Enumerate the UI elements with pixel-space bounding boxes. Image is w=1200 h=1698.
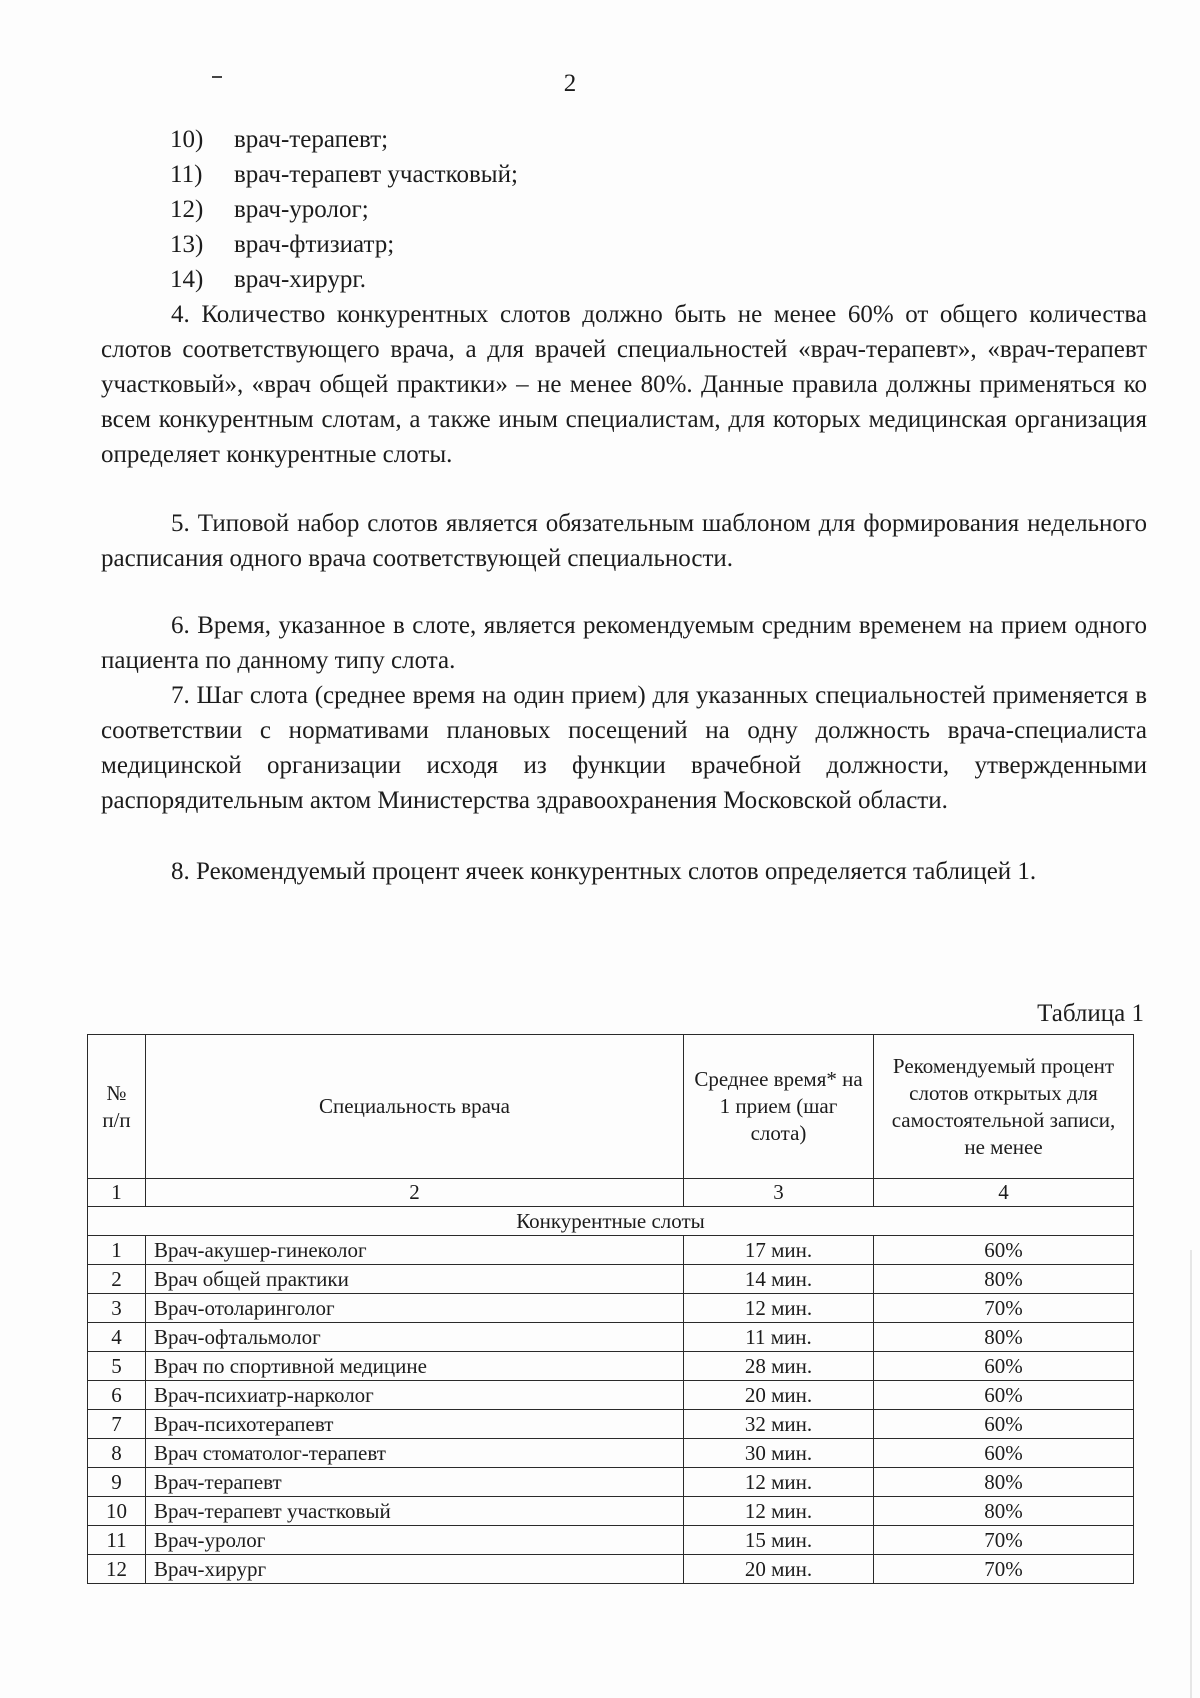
paragraph-number: 4. xyxy=(171,301,190,328)
row-specialty: Врач общей практики xyxy=(146,1265,684,1294)
list-item-text: врач-фтизиатр; xyxy=(234,231,395,258)
row-time: 32 мин. xyxy=(684,1410,874,1439)
row-specialty: Врач-терапевт xyxy=(146,1468,684,1497)
list-item xyxy=(0,192,1200,227)
table-row xyxy=(88,1381,1134,1410)
scan-edge-shadow xyxy=(1190,1250,1192,1698)
row-percent: 80% xyxy=(874,1497,1134,1526)
list-item xyxy=(0,262,1200,297)
row-number: 2 xyxy=(88,1265,146,1294)
row-number: 12 xyxy=(88,1555,146,1584)
table-row xyxy=(88,1555,1134,1584)
column-numbers-row xyxy=(88,1179,1134,1207)
row-time: 17 мин. xyxy=(684,1236,874,1265)
row-time: 12 мин. xyxy=(684,1468,874,1497)
table-row xyxy=(88,1468,1134,1497)
row-specialty: Врач-психотерапевт xyxy=(146,1410,684,1439)
section-row xyxy=(88,1207,1134,1236)
row-percent: 80% xyxy=(874,1323,1134,1352)
row-percent: 60% xyxy=(874,1410,1134,1439)
row-percent: 60% xyxy=(874,1236,1134,1265)
paragraph-number: 5. xyxy=(171,510,190,537)
paragraph-number: 8. xyxy=(171,858,190,885)
header-percent: Рекомендуемый процент слотов открытых для самостоятельной записи, не менее xyxy=(874,1035,1134,1179)
table-row xyxy=(88,1265,1134,1294)
slots-table xyxy=(87,1034,1134,1584)
paragraph-text: Типовой набор слотов является обязательным шаблоном для формирования недельного расписания одного врача соответствующей специальности. xyxy=(101,510,1147,572)
list-item-number: 12) xyxy=(170,196,204,223)
list-item-number: 14) xyxy=(170,266,204,293)
row-percent: 80% xyxy=(874,1265,1134,1294)
row-specialty: Врач-акушер-гинеколог xyxy=(146,1236,684,1265)
table-row xyxy=(88,1352,1134,1381)
table-row xyxy=(88,1236,1134,1265)
table-header-row xyxy=(88,1035,1134,1179)
list-item-text: врач-терапевт; xyxy=(234,126,389,153)
row-time: 12 мин. xyxy=(684,1294,874,1323)
paragraph-text: Время, указанное в слоте, является рекомендуемым средним временем на прием одного пациента по данному типу слота. xyxy=(101,612,1148,674)
row-specialty: Врач-отоларинголог xyxy=(146,1294,684,1323)
table-row xyxy=(88,1439,1134,1468)
row-time: 12 мин. xyxy=(684,1497,874,1526)
row-number: 4 xyxy=(88,1323,146,1352)
list-item-text: врач-терапевт участковый; xyxy=(234,161,518,188)
specialty-list xyxy=(0,122,1200,297)
paragraph-5 xyxy=(101,506,1147,576)
list-item-number: 11) xyxy=(170,161,203,188)
column-number: 4 xyxy=(874,1179,1134,1207)
row-specialty: Врач стоматолог-терапевт xyxy=(146,1439,684,1468)
row-percent: 60% xyxy=(874,1381,1134,1410)
list-item-text: врач-хирург. xyxy=(234,266,367,293)
paragraph-number: 6. xyxy=(171,612,190,639)
row-specialty: Врач-хирург xyxy=(146,1555,684,1584)
table-row xyxy=(88,1497,1134,1526)
paragraph-4 xyxy=(101,297,1147,472)
paragraph-8 xyxy=(101,854,1147,889)
row-percent: 60% xyxy=(874,1352,1134,1381)
paragraph-number: 7. xyxy=(171,682,190,709)
row-number: 6 xyxy=(88,1381,146,1410)
row-time: 28 мин. xyxy=(684,1352,874,1381)
paragraph-7 xyxy=(101,678,1147,818)
row-number: 5 xyxy=(88,1352,146,1381)
row-number: 10 xyxy=(88,1497,146,1526)
row-percent: 60% xyxy=(874,1439,1134,1468)
row-number: 1 xyxy=(88,1236,146,1265)
table-row xyxy=(88,1526,1134,1555)
header-specialty: Специальность врача xyxy=(146,1035,684,1179)
list-item-number: 13) xyxy=(170,231,204,258)
row-time: 11 мин. xyxy=(684,1323,874,1352)
list-item xyxy=(0,157,1200,192)
row-time: 30 мин. xyxy=(684,1439,874,1468)
list-item-text: врач-уролог; xyxy=(234,196,369,223)
table-row xyxy=(88,1294,1134,1323)
header-number: № п/п xyxy=(88,1035,146,1179)
row-time: 20 мин. xyxy=(684,1381,874,1410)
section-title: Конкурентные слоты xyxy=(88,1207,1134,1236)
row-specialty: Врач по спортивной медицине xyxy=(146,1352,684,1381)
column-number: 2 xyxy=(146,1179,684,1207)
row-time: 14 мин. xyxy=(684,1265,874,1294)
row-specialty: Врач-уролог xyxy=(146,1526,684,1555)
row-specialty: Врач-психиатр-нарколог xyxy=(146,1381,684,1410)
row-time: 20 мин. xyxy=(684,1555,874,1584)
row-number: 8 xyxy=(88,1439,146,1468)
row-specialty: Врач-терапевт участковый xyxy=(146,1497,684,1526)
row-specialty: Врач-офтальмолог xyxy=(146,1323,684,1352)
row-percent: 70% xyxy=(874,1555,1134,1584)
paragraph-6 xyxy=(101,608,1147,678)
row-percent: 70% xyxy=(874,1526,1134,1555)
row-percent: 80% xyxy=(874,1468,1134,1497)
table-row xyxy=(88,1323,1134,1352)
list-item-number: 10) xyxy=(170,126,204,153)
table-row xyxy=(88,1410,1134,1439)
list-item xyxy=(0,122,1200,157)
paragraph-text: Шаг слота (среднее время на один прием) для указанных специальностей применяется в соответствии с нормативами плановых посещений на одну должность врача-специалиста медицинской организации исходя из функции врачебной должности, утвержденными распорядительным актом Министерства здравоохранения Московской области. xyxy=(101,682,1148,814)
row-number: 11 xyxy=(88,1526,146,1555)
row-percent: 70% xyxy=(874,1294,1134,1323)
paragraph-text: Количество конкурентных слотов должно быть не менее 60% от общего количества слотов соответствующего врача, а для врачей специальностей «врач-терапевт», «врач-терапевт участковый», «врач общей практики» – не менее 80%. Данные правила должны применяться ко всем конкурентным слотам, а также иным специалистам, для которых медицинская организация определяет конкурентные слоты. xyxy=(101,301,1147,468)
page-number: 2 xyxy=(563,70,577,97)
list-item xyxy=(0,227,1200,262)
row-number: 7 xyxy=(88,1410,146,1439)
paragraph-text: Рекомендуемый процент ячеек конкурентных слотов определяется таблицей 1. xyxy=(196,858,1037,885)
column-number: 3 xyxy=(684,1179,874,1207)
row-number: 3 xyxy=(88,1294,146,1323)
row-time: 15 мин. xyxy=(684,1526,874,1555)
header-avg-time: Среднее время* на 1 прием (шаг слота) xyxy=(684,1035,874,1179)
column-number: 1 xyxy=(88,1179,146,1207)
row-number: 9 xyxy=(88,1468,146,1497)
table-caption: Таблица 1 xyxy=(1037,1000,1144,1027)
